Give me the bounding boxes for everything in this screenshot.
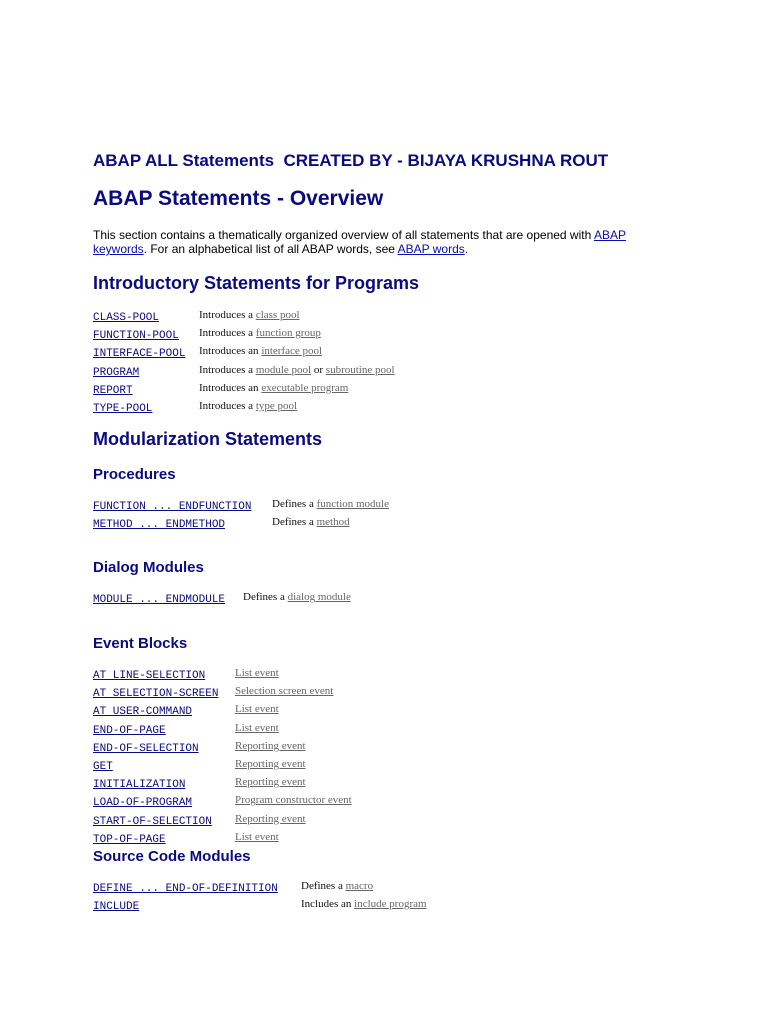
desc-text: Introduces a [199,400,256,413]
keyword-link[interactable]: AT LINE-SELECTION [93,670,206,682]
keyword-link[interactable]: METHOD ... ENDMETHOD [93,519,226,532]
keyword-link[interactable]: REPORT [93,384,133,397]
desc-text: Introduces an [199,381,262,394]
keyword-link[interactable]: AT SELECTION-SCREEN [93,688,219,701]
desc-link[interactable]: List event [235,667,279,679]
desc-link[interactable]: class pool [255,309,300,321]
desc-link[interactable]: interface pool [261,345,323,358]
dialog-table [93,590,351,608]
overview-heading: ABAP Statements - Overview [93,187,384,210]
desc-link[interactable]: List event [235,721,279,734]
desc-link[interactable]: List event [235,703,279,716]
desc-link[interactable]: macro [345,880,374,892]
keyword-link[interactable]: INCLUDE [93,901,140,914]
source-code-modules-heading: Source Code Modules [93,848,251,865]
table-row [93,308,395,326]
table-row [93,775,352,793]
keyword-link[interactable]: GET [93,761,113,774]
table-row [93,515,389,533]
desc-link[interactable]: Reporting event [235,776,306,789]
source-table [93,879,427,915]
desc-link[interactable]: type pool [255,400,298,413]
keyword-link[interactable]: CLASS-POOL [93,312,160,324]
desc-link[interactable]: subroutine pool [325,363,395,376]
keyword-link[interactable]: INITIALIZATION [93,779,186,792]
desc-link[interactable]: List event [235,830,279,843]
desc-text: Introduces a [199,327,256,340]
keyword-link[interactable]: PROGRAM [93,366,140,379]
table-row [93,757,352,775]
introductory-heading: Introductory Statements for Programs [93,273,420,293]
event-blocks-heading: Event Blocks [93,635,188,652]
intro-text-1: This section contains a thematically organized overview of all statements that are opened with [93,228,594,242]
document-title: ABAP ALL Statements CREATED BY - BIJAYA KRUSHNA ROUT [93,151,609,170]
desc-text: Defines a [301,880,346,892]
table-row [93,879,427,897]
desc-link[interactable]: include program [354,898,427,911]
table-row [93,830,352,848]
table-row [93,721,352,739]
desc-text: Defines a [272,498,317,510]
table-row [93,793,352,811]
desc-text: or [311,363,326,376]
keyword-link[interactable]: TOP-OF-PAGE [93,833,166,846]
table-row [93,739,352,757]
table-row [93,497,389,515]
keyword-link[interactable]: MODULE ... ENDMODULE [93,594,226,606]
dialog-modules-heading: Dialog Modules [93,559,204,576]
keyword-link[interactable]: LOAD-OF-PROGRAM [93,797,193,810]
keyword-link[interactable]: AT USER-COMMAND [93,706,193,719]
abap-keywords-link[interactable]: ABAP keywords [93,228,626,256]
desc-link[interactable]: Reporting event [235,758,306,771]
procedures-table [93,497,389,533]
table-row [93,684,352,702]
intro-text-2: . For an alphabetical list of all ABAP words, see [143,242,398,256]
keyword-link[interactable]: END-OF-SELECTION [93,742,199,755]
desc-text: Introduces an [199,345,262,358]
desc-link[interactable]: function group [255,327,321,340]
table-row [93,399,395,417]
desc-link[interactable]: method [316,516,350,529]
intro-paragraph [93,228,653,256]
table-row [93,326,395,344]
events-table [93,666,352,848]
desc-text: Introduces a [199,309,256,321]
procedures-heading: Procedures [93,466,176,483]
keyword-link[interactable]: FUNCTION ... ENDFUNCTION [93,501,252,513]
desc-text: Defines a [243,591,288,603]
desc-link[interactable]: function module [316,498,389,510]
table-row [93,812,352,830]
desc-link[interactable]: dialog module [287,591,351,603]
desc-link[interactable]: Reporting event [235,739,306,752]
table-row [93,363,395,381]
keyword-link[interactable]: DEFINE ... END-OF-DEFINITION [93,883,278,895]
desc-text: Introduces a [199,363,256,376]
desc-link[interactable]: executable program [261,381,349,394]
modularization-heading: Modularization Statements [93,429,323,449]
keyword-link[interactable]: START-OF-SELECTION [93,815,212,828]
desc-link[interactable]: module pool [255,363,312,376]
table-row [93,666,352,684]
intro-text-3: . [464,242,469,256]
keyword-link[interactable]: END-OF-PAGE [93,724,166,737]
table-row [93,897,427,915]
desc-link[interactable]: Reporting event [235,812,306,825]
keyword-link[interactable]: FUNCTION-POOL [93,330,179,343]
keyword-link[interactable]: INTERFACE-POOL [93,348,186,361]
desc-text: Includes an [301,898,355,911]
keyword-link[interactable]: TYPE-POOL [93,403,153,416]
table-row [93,344,395,362]
abap-words-link[interactable]: ABAP words [397,242,465,256]
table-row [93,702,352,720]
introductory-table [93,308,395,417]
desc-link[interactable]: Selection screen event [235,685,334,698]
table-row [93,381,395,399]
table-row [93,590,351,608]
desc-text: Defines a [272,516,317,529]
desc-link[interactable]: Program constructor event [235,794,352,807]
